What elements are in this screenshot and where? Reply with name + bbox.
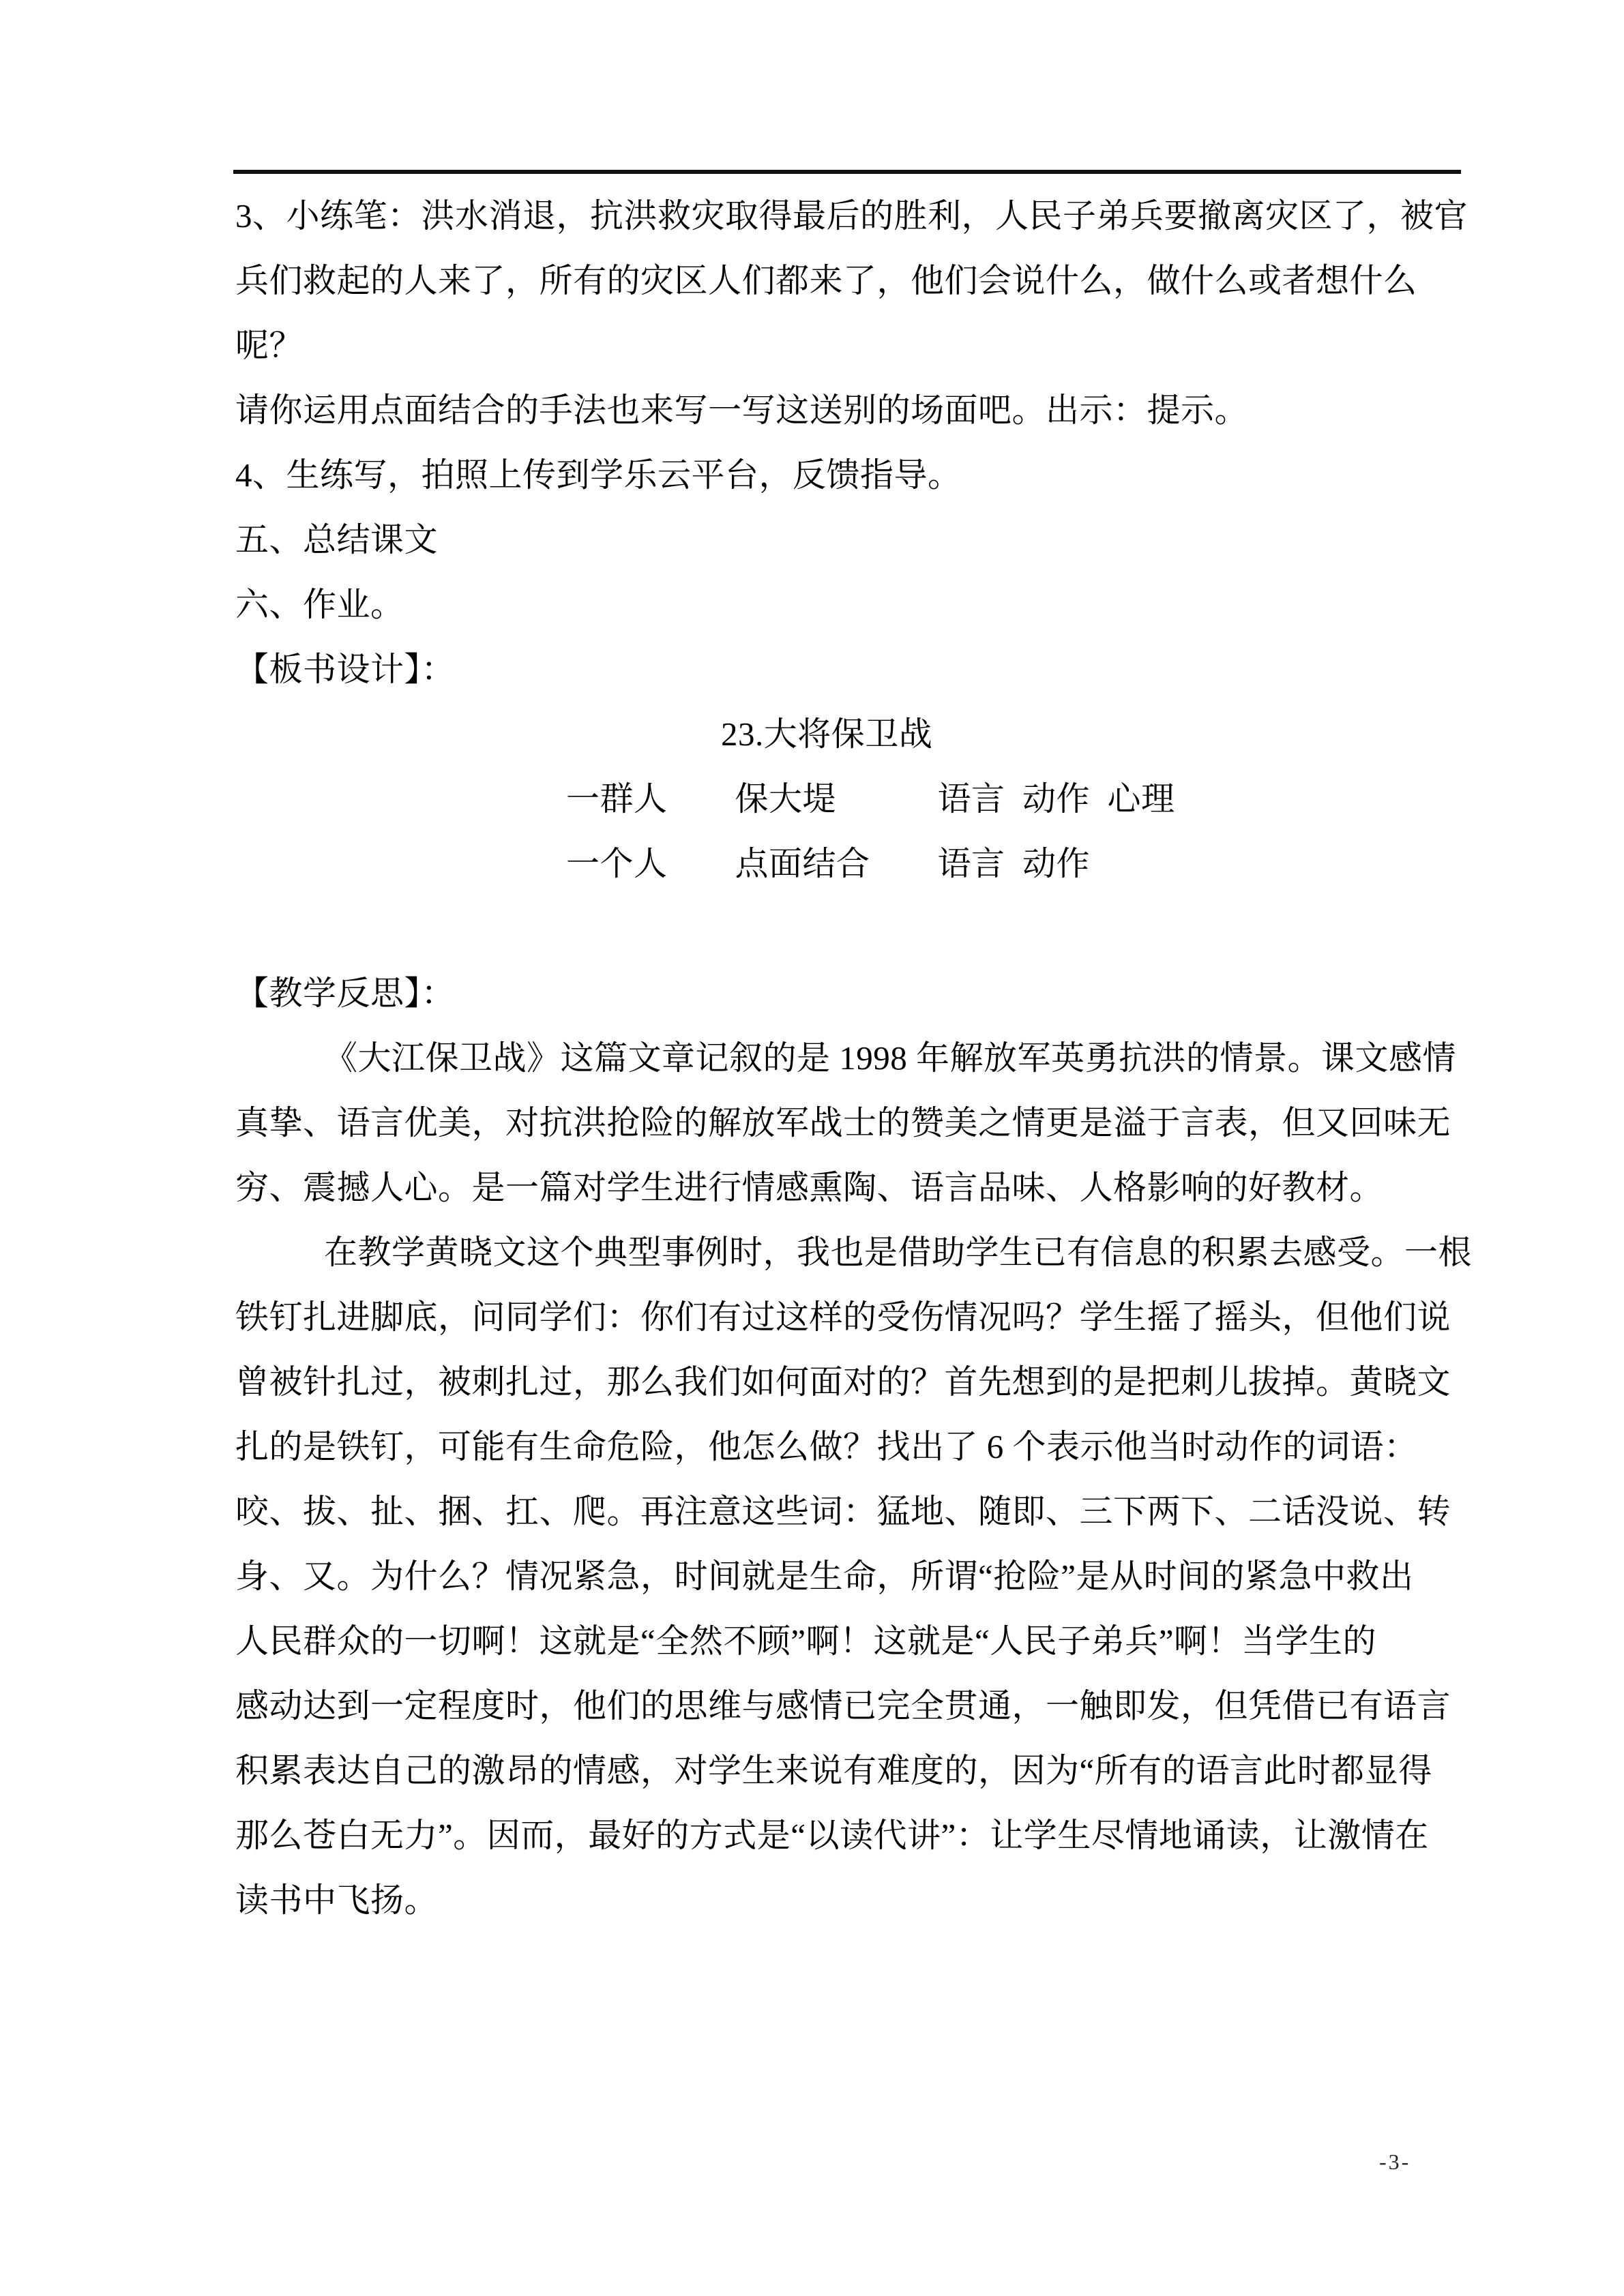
blank-line [235, 896, 1463, 961]
text-line: 身、又。为什么？情况紧急，时间就是生命，所谓“抢险”是从时间的紧急中救出 [235, 1557, 1414, 1595]
teaching-reflection-heading: 【教学反思】： [235, 974, 456, 1012]
section-heading-homework: 六、作业。 [235, 586, 404, 623]
header-rule [233, 170, 1461, 174]
text-line: 读书中飞扬。 [235, 1881, 439, 1919]
text-line: 在教学黄晓文这个典型事例时，我也是借助学生已有信息的积累去感受。一根 [324, 1234, 1473, 1271]
text-line: 感动达到一定程度时，他们的思维与感情已完全贯通，一触即发，但凭借已有语言 [235, 1687, 1451, 1725]
text-line: 呢？ [235, 327, 304, 364]
page-number: -3- [1379, 2149, 1411, 2174]
text-line: 铁钉扎进脚底，问同学们：你们有过这样的受伤情况吗？学生摇了摇头，但他们说 [235, 1298, 1451, 1336]
document-body [235, 183, 1473, 1933]
board-design-heading: 【板书设计】： [235, 651, 456, 688]
text-line: 兵们救起的人来了，所有的灾区人们都来了，他们会说什么，做什么或者想什么 [235, 262, 1417, 299]
board-row-line: 一个人 点面结合 语言 动作 [566, 845, 1091, 882]
text-line: 人民群众的一切啊！这就是“全然不顾”啊！这就是“人民子弟兵”啊！当学生的 [235, 1622, 1376, 1660]
text-line: 4、生练写，拍照上传到学乐云平台，反馈指导。 [235, 456, 962, 494]
board-title-line: 23.大将保卫战 [721, 715, 933, 753]
text-line: 那么苍白无力”。因而，最好的方式是“以读代讲”：让学生尽情地诵读，让激情在 [235, 1817, 1429, 1854]
text-line: 穷、震撼人心。是一篇对学生进行情感熏陶、语言品味、人格影响的好教材。 [235, 1169, 1384, 1206]
text-line: 积累表达自己的激昂的情感，对学生来说有难度的，因为“所有的语言此时都显得 [235, 1752, 1432, 1789]
board-row-line: 一群人 保大堤 语言 动作 心理 [566, 780, 1175, 818]
text-line: 请你运用点面结合的手法也来写一写这送别的场面吧。出示：提示。 [235, 391, 1249, 429]
text-line: 扎的是铁钉，可能有生命危险，他怎么做？找出了 6 个表示他当时动作的词语： [235, 1428, 1418, 1465]
text-line: 真挚、语言优美，对抗洪抢险的解放军战士的赞美之情更是溢于言表，但又回味无 [235, 1104, 1451, 1142]
text-line: 咬、拔、扯、捆、扛、爬。再注意这些词：猛地、随即、三下两下、二话没说、转 [235, 1493, 1451, 1530]
section-heading-summary: 五、总结课文 [235, 521, 439, 558]
text-line: 《大江保卫战》这篇文章记叙的是 1998 年解放军英勇抗洪的情景。课文感情 [324, 1039, 1457, 1077]
text-line: 曾被针扎过，被刺扎过，那么我们如何面对的？首先想到的是把刺儿拔掉。黄晓文 [235, 1363, 1451, 1401]
text-line: 3、小练笔：洪水消退，抗洪救灾取得最后的胜利，人民子弟兵要撤离灾区了，被官 [235, 197, 1468, 235]
